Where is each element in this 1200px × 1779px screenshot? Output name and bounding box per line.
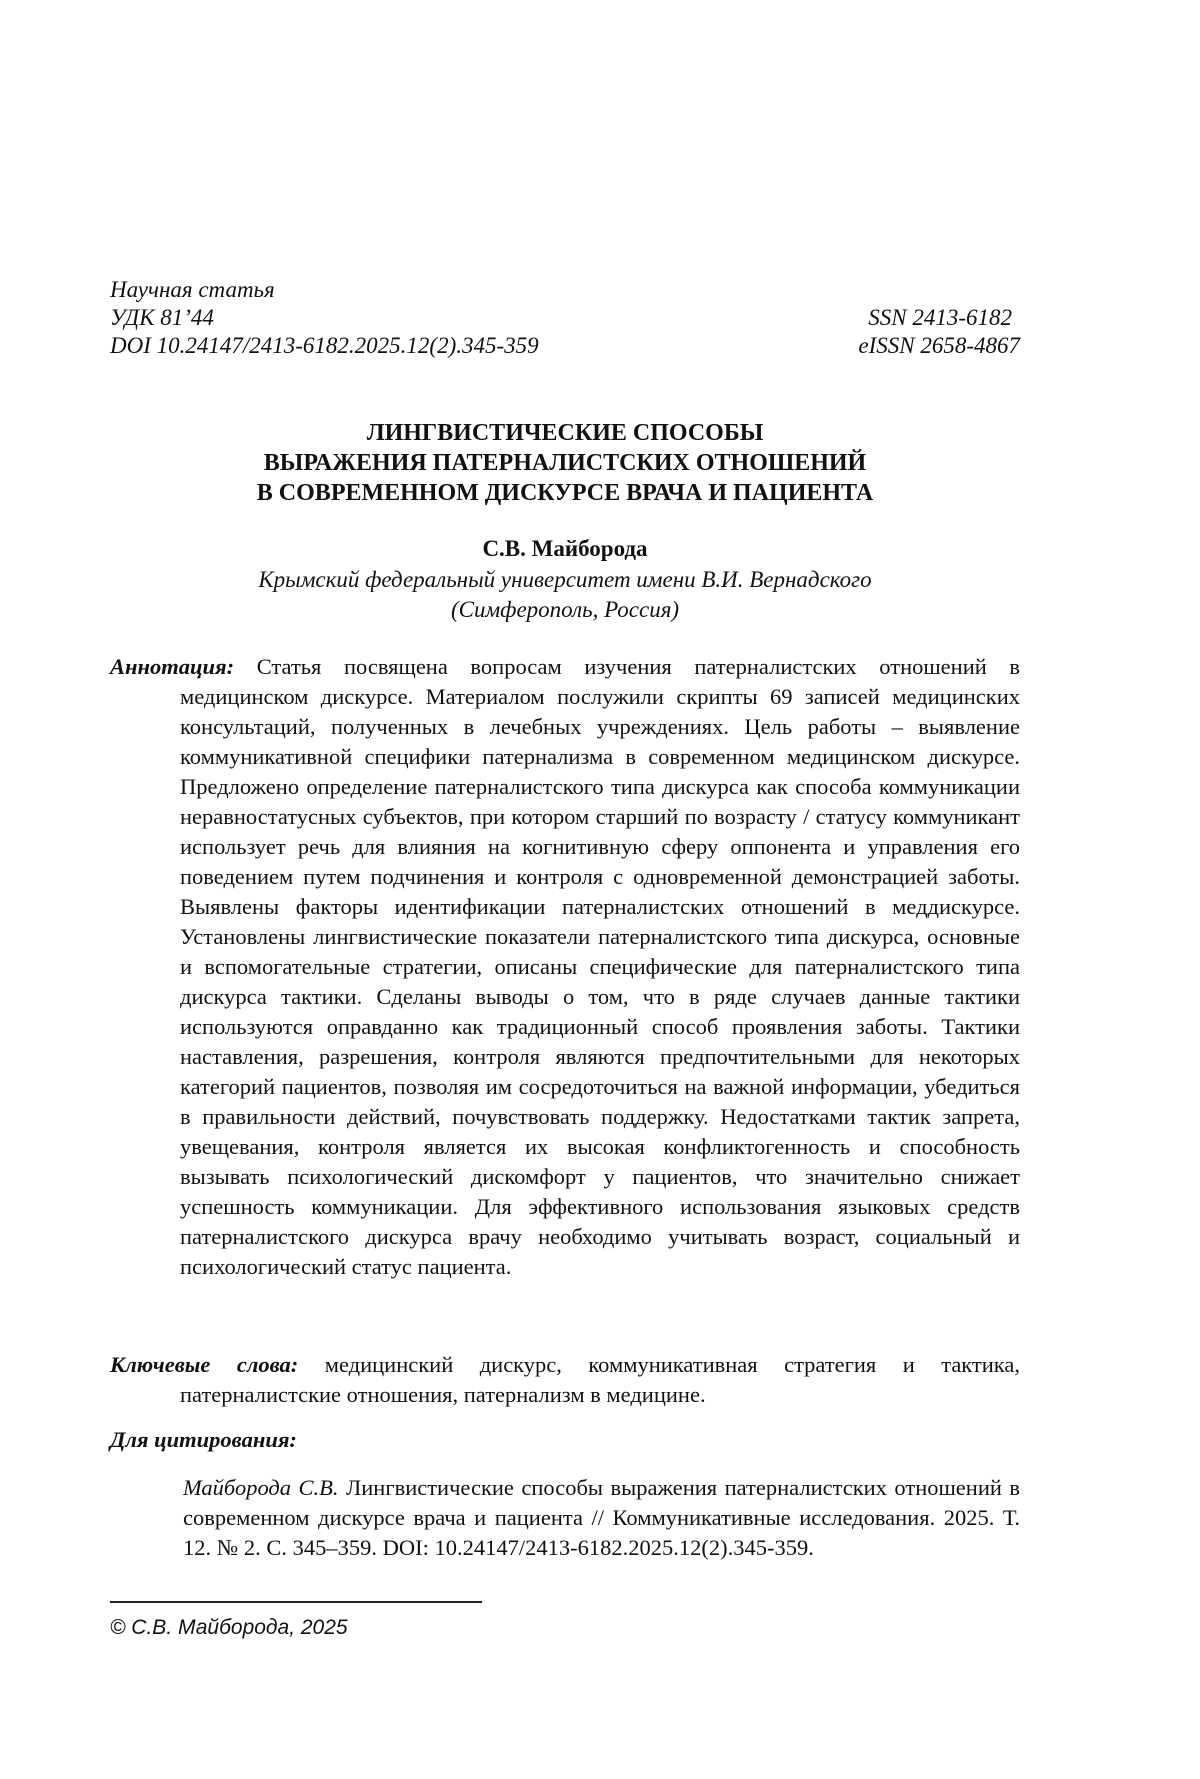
title-line: В СОВРЕМЕННОМ ДИСКУРСЕ ВРАЧА И ПАЦИЕНТА <box>256 480 874 506</box>
affiliation-line: (Симферополь, Россия) <box>450 597 680 622</box>
udk-code: УДК 81’44 <box>110 305 214 330</box>
meta-row-type <box>110 276 1020 304</box>
abstract-label: Аннотация: <box>110 654 235 679</box>
citation-label: Для цитирования: <box>110 1427 297 1452</box>
citation-body: Лингвистические способы выражения патерналистских отношений в современном дискурсе врача и пациента // Коммуникативные исследования. 2025. Т. 12. № 2. С. 345–359. DOI: 10.24147/2413-6182.2025.12(2).345-359. <box>183 1475 1021 1560</box>
keywords-label: Ключевые слова: <box>110 1352 299 1377</box>
doi: DOI 10.24147/2413-6182.2025.12(2).345-359 <box>110 333 539 358</box>
keywords-paragraph <box>110 1350 1020 1410</box>
article-type: Научная статья <box>110 277 275 302</box>
title-line: ЛИНГВИСТИЧЕСКИЕ СПОСОБЫ <box>366 420 764 446</box>
meta-row-doi <box>110 332 1020 360</box>
abstract-text: Статья посвящена вопросам изучения патерналистских отношений в медицинском дискурсе. Материалом послужили скрипты 69 записей медицинских консультаций, полученных в лечебных учреждениях. Цель работы – выявление коммуникативной специфики патернализма в современном медицинском дискурсе. Предложено определение патерналистского типа дискурса как способа коммуникации неравностатусных субъектов, при котором старший по возрасту / статусу коммуникант использует речь для влияния на когнитивную сферу оппонента и управления его поведением путем подчинения и контроля с одновременной демонстрацией заботы. Выявлены факторы идентификации патерналистских отношений в меддискурсе. Установлены лингвистические показатели патерналистского типа дискурса, основные и вспомогательные стратегии, описаны специфические для патерналистского типа дискурса тактики. Сделаны выводы о том, что в ряде случаев данные тактики используются оправданно как традиционный способ проявления заботы. Тактики наставления, разрешения, контроля являются предпочтительными для некоторых категорий пациентов, позволяя им сосредоточиться на важной информации, убедиться в правильности действий, почувствовать поддержку. Недостатками тактик запрета, увещевания, контроля является их высокая конфликтогенность и способность вызывать психологический дискомфорт у пациентов, что значительно снижает успешность коммуникации. Для эффективного использования языковых средств патерналистского дискурса врачу необходимо учитывать возраст, социальный и психологический статус пациента. <box>180 654 1021 1279</box>
article-meta <box>110 276 1020 360</box>
title-line: ВЫРАЖЕНИЯ ПАТЕРНАЛИСТСКИХ ОТНОШЕНИЙ <box>263 450 867 476</box>
abstract-paragraph <box>110 652 1020 1282</box>
eissn: eISSN 2658-4867 <box>858 333 1020 358</box>
abstract-section <box>110 652 1020 1282</box>
author-name: С.В. Майборода <box>482 536 648 561</box>
issn: SSN 2413-6182 <box>868 305 1012 330</box>
meta-row-udk <box>110 304 1020 332</box>
article-title <box>110 418 1020 508</box>
affiliation-line: Крымский федеральный университет имени В.И. Вернадского <box>258 567 872 592</box>
keywords-section <box>110 1350 1020 1410</box>
copyright-notice: © С.В. Майборода, 2025 <box>110 1616 348 1639</box>
author-affiliation <box>110 565 1020 625</box>
keywords-text: медицинский дискурс, коммуникативная стратегия и тактика, патерналистские отношения, патернализм в медицине. <box>180 1352 1021 1407</box>
citation-text <box>183 1473 1020 1563</box>
footnote-divider <box>110 1601 482 1603</box>
citation-author: Майборода С.В. <box>183 1475 339 1500</box>
article-page <box>110 0 1020 1779</box>
